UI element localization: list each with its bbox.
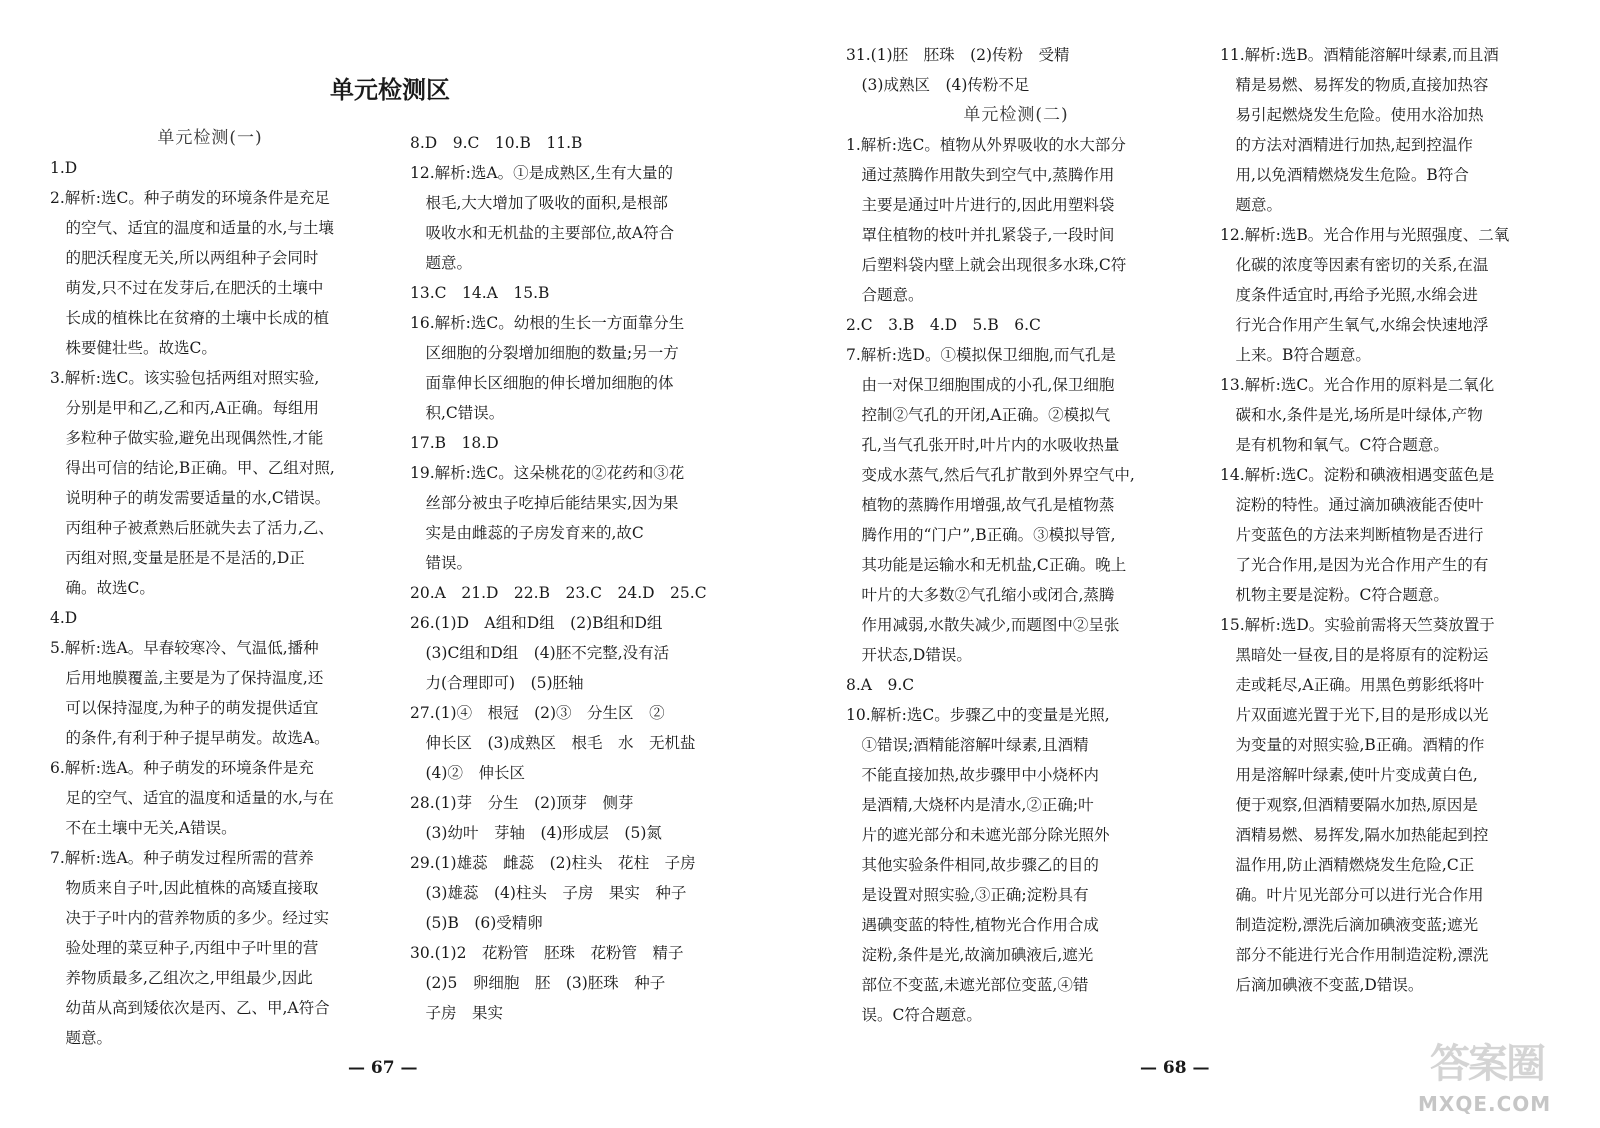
answer-line: 萌发,只不过在发芽后,在肥沃的土壤中 bbox=[50, 279, 324, 297]
answer-line: 由一对保卫细胞围成的小孔,保卫细胞 bbox=[846, 376, 1115, 394]
answer-line: 确。叶片见光部分可以进行光合作用 bbox=[1220, 886, 1484, 904]
answer-line: 孔,当气孔张开时,叶片内的水吸收热量 bbox=[846, 436, 1120, 454]
answer-line: 碳和水,条件是光,场所是叶绿体,产物 bbox=[1220, 406, 1483, 424]
section-title: 单元检测区 bbox=[330, 76, 450, 104]
answer-line: 叶片的大多数②气孔缩小或闭合,蒸腾 bbox=[846, 586, 1115, 604]
answer-line: 子房 果实 bbox=[410, 1004, 504, 1022]
answer-line: 的条件,有利于种子提早萌发。故选A。 bbox=[50, 729, 330, 747]
answer-line: 吸收水和无机盐的主要部位,故A符合 bbox=[410, 224, 675, 242]
answer-line: 11.解析:选B。酒精能溶解叶绿素,而且酒 bbox=[1220, 46, 1499, 64]
answer-line: 实是由雌蕊的子房发育来的,故C bbox=[410, 524, 644, 542]
answer-line: 1.解析:选C。植物从外界吸收的水大部分 bbox=[846, 136, 1126, 154]
answer-line: 开状态,D错误。 bbox=[846, 646, 972, 664]
answer-line: 力(合理即可) (5)胚轴 bbox=[410, 674, 584, 692]
answer-line: 株要健壮些。故选C。 bbox=[50, 339, 217, 357]
answer-line: 片的遮光部分和未遮光部分除光照外 bbox=[846, 826, 1110, 844]
answer-line: 植物的蒸腾作用增强,故气孔是植物蒸 bbox=[846, 496, 1115, 514]
answer-line: (3)C组和D组 (4)胚不完整,没有活 bbox=[410, 644, 670, 662]
answer-line: 确。故选C。 bbox=[50, 579, 155, 597]
subsection-heading: 单元检测(一) bbox=[157, 128, 263, 148]
answer-line: 丙组种子被煮熟后胚就失去了活力,乙、 bbox=[50, 519, 334, 537]
answer-line: 不在土壤中无关,A错误。 bbox=[50, 819, 237, 837]
answer-line: 8.D 9.C 10.B 11.B bbox=[410, 134, 583, 152]
answer-line: 物质来自子叶,因此植株的高矮直接取 bbox=[50, 879, 319, 897]
answer-line: 区细胞的分裂增加细胞的数量;另一方 bbox=[410, 344, 679, 362]
answer-line: 的肥沃程度无关,所以两组种子会同时 bbox=[50, 249, 319, 267]
answer-line: 3.解析:选C。该实验包括两组对照实验, bbox=[50, 369, 320, 387]
answer-line: 的空气、适宜的温度和适量的水,与土壤 bbox=[50, 219, 334, 237]
watermark-text: MXQE.COM bbox=[1418, 1092, 1552, 1116]
answer-line: 机物主要是淀粉。C符合题意。 bbox=[1220, 586, 1449, 604]
subsection-heading: 单元检测(二) bbox=[963, 105, 1069, 125]
answer-line: 足的空气、适宜的温度和适量的水,与在 bbox=[50, 789, 334, 807]
answer-line: 错误。 bbox=[410, 554, 473, 572]
answer-line: 面靠伸长区细胞的伸长增加细胞的体 bbox=[410, 374, 674, 392]
answer-line: 片变蓝色的方法来判断植物是否进行 bbox=[1220, 526, 1484, 544]
answer-line: 17.B 18.D bbox=[410, 434, 499, 452]
answer-line: 片双面遮光置于光下,目的是形成以光 bbox=[1220, 706, 1489, 724]
answer-line: 便于观察,但酒精要隔水加热,原因是 bbox=[1220, 796, 1478, 814]
answer-line: 淀粉的特性。通过滴加碘液能否使叶 bbox=[1220, 496, 1484, 514]
answer-line: 用是溶解叶绿素,使叶片变成黄白色, bbox=[1220, 766, 1478, 784]
answer-line: 精是易燃、易挥发的物质,直接加热容 bbox=[1220, 76, 1489, 94]
answer-line: 题意。 bbox=[410, 254, 473, 272]
answer-line: (3)成熟区 (4)传粉不足 bbox=[846, 76, 1030, 94]
answer-line: 变成水蒸气,然后气孔扩散到外界空气中, bbox=[846, 466, 1135, 484]
answer-site-logo-icon: 答案圈 bbox=[1430, 1041, 1544, 1087]
answer-line: 16.解析:选C。幼根的生长一方面靠分生 bbox=[410, 314, 685, 332]
answer-line: 作用减弱,水散失减少,而题图中②呈张 bbox=[846, 616, 1120, 634]
answer-line: 是设置对照实验,③正确;淀粉具有 bbox=[846, 886, 1089, 904]
answer-line: 4.D bbox=[50, 609, 78, 627]
answer-line: (3)雄蕊 (4)柱头 子房 果实 种子 bbox=[410, 884, 687, 902]
answer-line: 后用地膜覆盖,主要是为了保持温度,还 bbox=[50, 669, 324, 687]
answer-line: 淀粉,条件是光,故滴加碘液后,遮光 bbox=[846, 946, 1094, 964]
answer-line: 2.C 3.B 4.D 5.B 6.C bbox=[846, 316, 1041, 334]
answer-line: 6.解析:选A。种子萌发的环境条件是充 bbox=[50, 759, 314, 777]
answer-line: 误。C符合题意。 bbox=[846, 1006, 982, 1024]
answer-line: 腾作用的“门户”,B正确。③模拟导管, bbox=[846, 526, 1116, 544]
answer-line: 度条件适宜时,再给予光照,水绵会进 bbox=[1220, 286, 1478, 304]
answer-line: 后滴加碘液不变蓝,D错误。 bbox=[1220, 976, 1424, 994]
answer-line: 7.解析:选A。种子萌发过程所需的营养 bbox=[50, 849, 314, 867]
answer-line: 题意。 bbox=[1220, 196, 1283, 214]
answer-line: 其他实验条件相同,故步骤乙的目的 bbox=[846, 856, 1099, 874]
answer-line: 31.(1)胚 胚珠 (2)传粉 受精 bbox=[846, 46, 1070, 64]
answer-line: 12.解析:选A。①是成熟区,生有大量的 bbox=[410, 164, 673, 182]
answer-line: 易引起燃烧发生危险。使用水浴加热 bbox=[1220, 106, 1484, 124]
answer-line: 伸长区 (3)成熟区 根毛 水 无机盐 bbox=[410, 734, 696, 752]
page-number-right: — 68 — bbox=[1140, 1058, 1210, 1078]
answer-line: 后塑料袋内壁上就会出现很多水珠,C符 bbox=[846, 256, 1127, 274]
answer-line: 2.解析:选C。种子萌发的环境条件是充足 bbox=[50, 189, 330, 207]
answer-line: 行光合作用产生氧气,水绵会快速地浮 bbox=[1220, 316, 1489, 334]
answer-line: (5)B (6)受精卵 bbox=[410, 914, 543, 932]
answer-line: 30.(1)2 花粉管 胚珠 花粉管 精子 bbox=[410, 944, 684, 962]
answer-line: 主要是通过叶片进行的,因此用塑料袋 bbox=[846, 196, 1115, 214]
answer-line: 化碳的浓度等因素有密切的关系,在温 bbox=[1220, 256, 1489, 274]
answer-line: 通过蒸腾作用散失到空气中,蒸腾作用 bbox=[846, 166, 1115, 184]
answer-line: 决于子叶内的营养物质的多少。经过实 bbox=[50, 909, 330, 927]
answer-line: 得出可信的结论,B正确。甲、乙组对照, bbox=[50, 459, 335, 477]
answer-line: 幼苗从高到矮依次是丙、乙、甲,A符合 bbox=[50, 999, 330, 1017]
answer-line: 长成的植株比在贫瘠的土壤中长成的植 bbox=[50, 309, 330, 327]
answer-line: 7.解析:选D。①模拟保卫细胞,而气孔是 bbox=[846, 346, 1116, 364]
answer-line: 说明种子的萌发需要适量的水,C错误。 bbox=[50, 489, 331, 507]
answer-line: 8.A 9.C bbox=[846, 676, 915, 694]
answer-line: 制造淀粉,漂洗后滴加碘液变蓝;遮光 bbox=[1220, 916, 1479, 934]
answer-line: 14.解析:选C。淀粉和碘液相遇变蓝色是 bbox=[1220, 466, 1495, 484]
answer-line: 积,C错误。 bbox=[410, 404, 505, 422]
answer-line: 丙组对照,变量是胚是不是活的,D正 bbox=[50, 549, 305, 567]
right-column-1 bbox=[846, 40, 1186, 1030]
answer-line: 验处理的菜豆种子,丙组中子叶里的营 bbox=[50, 939, 319, 957]
answer-line: 丝部分被虫子吃掉后能结果实,因为果 bbox=[410, 494, 679, 512]
right-page bbox=[800, 0, 1600, 1128]
answer-line: (3)幼叶 芽轴 (4)形成层 (5)氮 bbox=[410, 824, 662, 842]
answer-line: 的方法对酒精进行加热,起到控温作 bbox=[1220, 136, 1473, 154]
answer-line: 26.(1)D A组和D组 (2)B组和D组 bbox=[410, 614, 663, 632]
answer-line: 不能直接加热,故步骤甲中小烧杯内 bbox=[846, 766, 1099, 784]
answer-line: 控制②气孔的开闭,A正确。②模拟气 bbox=[846, 406, 1111, 424]
watermark bbox=[1410, 1030, 1590, 1116]
answer-line: 15.解析:选D。实验前需将天竺葵放置于 bbox=[1220, 616, 1495, 634]
answer-line: 13.C 14.A 15.B bbox=[410, 284, 550, 302]
answer-line: 1.D bbox=[50, 159, 78, 177]
answer-line: 黑暗处一昼夜,目的是将原有的淀粉运 bbox=[1220, 646, 1489, 664]
answer-line: 题意。 bbox=[50, 1029, 113, 1047]
answer-line: 其功能是运输水和无机盐,C正确。晚上 bbox=[846, 556, 1127, 574]
answer-line: 根毛,大大增加了吸收的面积,是根部 bbox=[410, 194, 668, 212]
right-column-2 bbox=[1220, 40, 1560, 1000]
answer-line: 13.解析:选C。光合作用的原料是二氧化 bbox=[1220, 376, 1495, 394]
answer-line: 罩住植物的枝叶并扎紧袋子,一段时间 bbox=[846, 226, 1115, 244]
left-column-1 bbox=[50, 123, 380, 1053]
answer-line: 了光合作用,是因为光合作用产生的有 bbox=[1220, 556, 1489, 574]
answer-line: 为变量的对照实验,B正确。酒精的作 bbox=[1220, 736, 1485, 754]
answer-line: 部分不能进行光合作用制造淀粉,漂洗 bbox=[1220, 946, 1489, 964]
answer-line: 28.(1)芽 分生 (2)顶芽 侧芽 bbox=[410, 794, 634, 812]
left-column-2 bbox=[410, 128, 750, 1028]
answer-line: 5.解析:选A。早春较寒冷、气温低,播种 bbox=[50, 639, 319, 657]
answer-line: 上来。B符合题意。 bbox=[1220, 346, 1371, 364]
answer-line: 可以保持湿度,为种子的萌发提供适宜 bbox=[50, 699, 319, 717]
answer-line: 养物质最多,乙组次之,甲组最少,因此 bbox=[50, 969, 313, 987]
answer-line: 温作用,防止酒精燃烧发生危险,C正 bbox=[1220, 856, 1475, 874]
answer-line: 27.(1)④ 根冠 (2)③ 分生区 ② bbox=[410, 704, 665, 722]
answer-line: 19.解析:选C。这朵桃花的②花药和③花 bbox=[410, 464, 685, 482]
answer-line: 酒精易燃、易挥发,隔水加热能起到控 bbox=[1220, 826, 1489, 844]
answer-line: 用,以免酒精燃烧发生危险。B符合 bbox=[1220, 166, 1469, 184]
answer-line: 分别是甲和乙,乙和丙,A正确。每组用 bbox=[50, 399, 320, 417]
answer-line: 多粒种子做实验,避免出现偶然性,才能 bbox=[50, 429, 324, 447]
answer-line: 合题意。 bbox=[846, 286, 924, 304]
answer-line: 12.解析:选B。光合作用与光照强度、二氧 bbox=[1220, 226, 1510, 244]
answer-line: 29.(1)雄蕊 雌蕊 (2)柱头 花柱 子房 bbox=[410, 854, 696, 872]
answer-line: 10.解析:选C。步骤乙中的变量是光照, bbox=[846, 706, 1110, 724]
answer-line: 是有机物和氧气。C符合题意。 bbox=[1220, 436, 1449, 454]
answer-line: ①错误;酒精能溶解叶绿素,且酒精 bbox=[846, 736, 1089, 754]
answer-line: 遇碘变蓝的特性,植物光合作用合成 bbox=[846, 916, 1099, 934]
page-number-left: — 67 — bbox=[348, 1058, 418, 1078]
answer-line: 部位不变蓝,未遮光部位变蓝,④错 bbox=[846, 976, 1089, 994]
answer-line: (2)5 卵细胞 胚 (3)胚珠 种子 bbox=[410, 974, 666, 992]
answer-line: 走或耗尽,A正确。用黑色剪影纸将叶 bbox=[1220, 676, 1485, 694]
answer-line: 20.A 21.D 22.B 23.C 24.D 25.C bbox=[410, 584, 707, 602]
answer-line: (4)② 伸长区 bbox=[410, 764, 525, 782]
answer-line: 是酒精,大烧杯内是清水,②正确;叶 bbox=[846, 796, 1094, 814]
